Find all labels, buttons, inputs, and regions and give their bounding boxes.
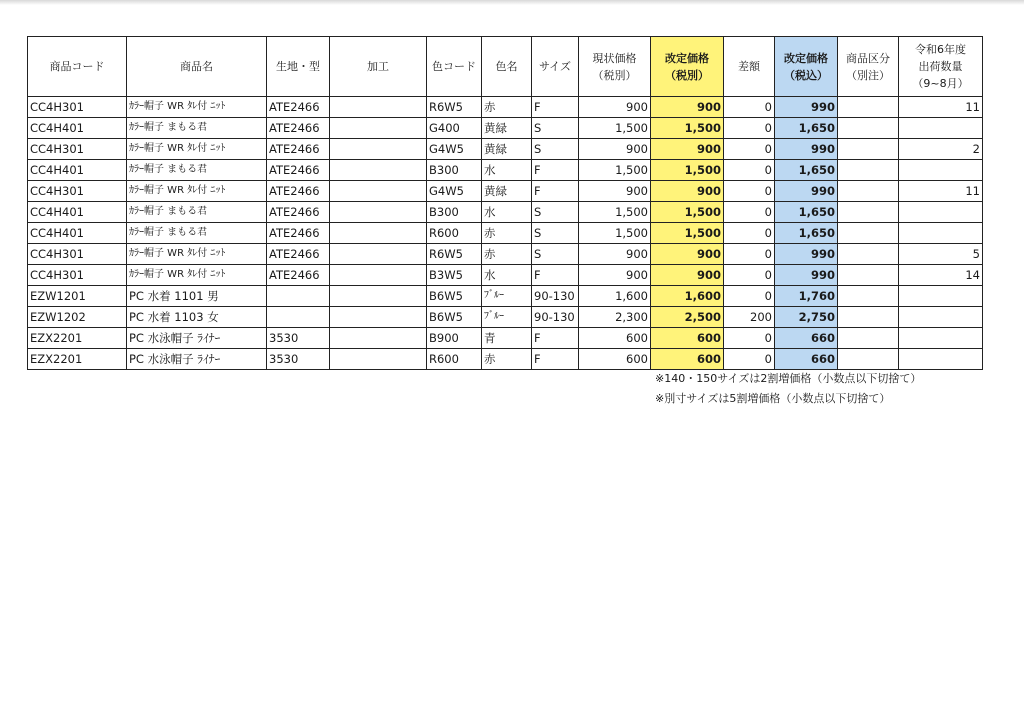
cell-category xyxy=(838,97,899,118)
table-row xyxy=(28,97,983,118)
cell-revised-in: 1,650 xyxy=(775,223,838,244)
cell-processing xyxy=(330,97,427,118)
cell-name: ｶﾗｰ帽子 WR ﾀﾚ付 ﾆｯﾄ xyxy=(127,181,267,202)
cell-color-code: B900 xyxy=(427,328,482,349)
header-shipments-line2: 出荷数量 xyxy=(918,60,963,73)
cell-current-price: 600 xyxy=(579,328,651,349)
cell-revised-ex: 1,500 xyxy=(651,202,724,223)
cell-color-name: 黄緑 xyxy=(482,139,532,160)
table-row xyxy=(28,202,983,223)
header-fabric: 生地・型 xyxy=(267,37,330,97)
cell-category xyxy=(838,160,899,181)
header-revised-in-line1: 改定価格 xyxy=(784,51,828,65)
cell-code: EZW1201 xyxy=(28,286,127,307)
cell-shipments xyxy=(899,118,983,139)
cell-category xyxy=(838,118,899,139)
cell-processing xyxy=(330,265,427,286)
cell-current-price: 1,500 xyxy=(579,160,651,181)
cell-revised-ex: 600 xyxy=(651,349,724,370)
cell-revised-in: 1,650 xyxy=(775,118,838,139)
cell-name: PC 水泳帽子 ﾗｲﾅｰ xyxy=(127,328,267,349)
cell-size: 90-130 xyxy=(532,286,579,307)
cell-shipments xyxy=(899,160,983,181)
cell-difference: 0 xyxy=(724,160,775,181)
cell-category xyxy=(838,265,899,286)
cell-fabric: ATE2466 xyxy=(267,118,330,139)
cell-name: ｶﾗｰ帽子 まもる君 xyxy=(127,118,267,139)
cell-difference: 0 xyxy=(724,118,775,139)
cell-difference: 200 xyxy=(724,307,775,328)
cell-shipments: 11 xyxy=(899,97,983,118)
header-processing: 加工 xyxy=(330,37,427,97)
cell-category xyxy=(838,244,899,265)
cell-name: PC 水着 1101 男 xyxy=(127,286,267,307)
cell-color-code: G400 xyxy=(427,118,482,139)
cell-difference: 0 xyxy=(724,286,775,307)
cell-shipments xyxy=(899,286,983,307)
cell-fabric: ATE2466 xyxy=(267,223,330,244)
cell-fabric: 3530 xyxy=(267,328,330,349)
cell-shipments: 2 xyxy=(899,139,983,160)
cell-difference: 0 xyxy=(724,223,775,244)
cell-size: F xyxy=(532,349,579,370)
cell-size: F xyxy=(532,97,579,118)
note-size-140-150: ※140・150サイズは2割増価格（小数点以下切捨て） xyxy=(655,372,922,385)
cell-fabric: ATE2466 xyxy=(267,97,330,118)
cell-processing xyxy=(330,328,427,349)
cell-fabric: ATE2466 xyxy=(267,139,330,160)
header-difference: 差額 xyxy=(724,37,775,97)
cell-revised-ex: 1,500 xyxy=(651,223,724,244)
cell-current-price: 1,500 xyxy=(579,202,651,223)
header-current-price xyxy=(579,37,651,97)
cell-revised-ex: 600 xyxy=(651,328,724,349)
cell-current-price: 1,500 xyxy=(579,118,651,139)
cell-processing xyxy=(330,286,427,307)
table-row xyxy=(28,223,983,244)
cell-color-code: G4W5 xyxy=(427,139,482,160)
cell-code: CC4H301 xyxy=(28,97,127,118)
header-shipments-line3: （9~8月） xyxy=(912,77,969,90)
cell-name: ｶﾗｰ帽子 WR ﾀﾚ付 ﾆｯﾄ xyxy=(127,265,267,286)
cell-processing xyxy=(330,349,427,370)
header-category-line2: （別注） xyxy=(846,68,890,82)
cell-shipments xyxy=(899,328,983,349)
cell-processing xyxy=(330,307,427,328)
cell-name: ｶﾗｰ帽子 WR ﾀﾚ付 ﾆｯﾄ xyxy=(127,97,267,118)
cell-color-code: B6W5 xyxy=(427,286,482,307)
cell-shipments: 5 xyxy=(899,244,983,265)
cell-color-name: 水 xyxy=(482,265,532,286)
cell-shipments xyxy=(899,349,983,370)
cell-shipments xyxy=(899,307,983,328)
cell-size: S xyxy=(532,139,579,160)
cell-difference: 0 xyxy=(724,97,775,118)
cell-name: ｶﾗｰ帽子 まもる君 xyxy=(127,202,267,223)
table-row xyxy=(28,349,983,370)
cell-color-name: 赤 xyxy=(482,223,532,244)
cell-color-name: 水 xyxy=(482,160,532,181)
price-sheet xyxy=(27,36,983,370)
cell-current-price: 2,300 xyxy=(579,307,651,328)
header-current-price-line2: （税別） xyxy=(592,68,637,82)
cell-name: ｶﾗｰ帽子 まもる君 xyxy=(127,223,267,244)
cell-code: CC4H401 xyxy=(28,160,127,181)
cell-revised-in: 2,750 xyxy=(775,307,838,328)
cell-current-price: 900 xyxy=(579,97,651,118)
cell-revised-ex: 1,500 xyxy=(651,118,724,139)
cell-revised-ex: 900 xyxy=(651,139,724,160)
cell-color-code: R6W5 xyxy=(427,244,482,265)
cell-color-code: B300 xyxy=(427,160,482,181)
table-row xyxy=(28,328,983,349)
cell-difference: 0 xyxy=(724,139,775,160)
cell-code: CC4H301 xyxy=(28,265,127,286)
header-current-price-line1: 現状価格 xyxy=(592,51,637,65)
cell-color-code: R6W5 xyxy=(427,97,482,118)
cell-revised-ex: 1,600 xyxy=(651,286,724,307)
cell-revised-in: 990 xyxy=(775,244,838,265)
cell-shipments: 14 xyxy=(899,265,983,286)
cell-shipments xyxy=(899,202,983,223)
cell-current-price: 900 xyxy=(579,265,651,286)
cell-revised-in: 1,650 xyxy=(775,160,838,181)
price-revision-table xyxy=(27,36,983,370)
cell-code: CC4H301 xyxy=(28,244,127,265)
cell-processing xyxy=(330,160,427,181)
cell-fabric: ATE2466 xyxy=(267,202,330,223)
header-shipments xyxy=(899,37,983,97)
cell-category xyxy=(838,328,899,349)
cell-category xyxy=(838,286,899,307)
cell-category xyxy=(838,181,899,202)
cell-fabric: ATE2466 xyxy=(267,160,330,181)
header-revised-ex-line1: 改定価格 xyxy=(665,51,709,65)
cell-difference: 0 xyxy=(724,328,775,349)
cell-size: 90-130 xyxy=(532,307,579,328)
cell-size: F xyxy=(532,328,579,349)
cell-difference: 0 xyxy=(724,181,775,202)
cell-processing xyxy=(330,244,427,265)
cell-color-name: 青 xyxy=(482,328,532,349)
cell-revised-in: 990 xyxy=(775,265,838,286)
cell-category xyxy=(838,307,899,328)
table-row xyxy=(28,160,983,181)
header-revised-price-ex-tax xyxy=(651,37,724,97)
header-category xyxy=(838,37,899,97)
header-color-code: 色コード xyxy=(427,37,482,97)
cell-color-code: R600 xyxy=(427,223,482,244)
cell-category xyxy=(838,223,899,244)
cell-fabric: ATE2466 xyxy=(267,244,330,265)
cell-color-code: B300 xyxy=(427,202,482,223)
cell-size: S xyxy=(532,202,579,223)
cell-revised-ex: 1,500 xyxy=(651,160,724,181)
cell-difference: 0 xyxy=(724,202,775,223)
cell-code: EZX2201 xyxy=(28,328,127,349)
cell-fabric xyxy=(267,286,330,307)
cell-fabric: 3530 xyxy=(267,349,330,370)
cell-color-name: ﾌﾞﾙｰ xyxy=(482,307,532,328)
cell-name: ｶﾗｰ帽子 WR ﾀﾚ付 ﾆｯﾄ xyxy=(127,139,267,160)
header-revised-ex-line2: （税別） xyxy=(665,68,709,82)
cell-color-name: 水 xyxy=(482,202,532,223)
cell-current-price: 900 xyxy=(579,181,651,202)
cell-size: F xyxy=(532,181,579,202)
cell-difference: 0 xyxy=(724,349,775,370)
header-size: サイズ xyxy=(532,37,579,97)
cell-processing xyxy=(330,202,427,223)
cell-code: CC4H401 xyxy=(28,202,127,223)
cell-shipments xyxy=(899,223,983,244)
cell-color-code: R600 xyxy=(427,349,482,370)
note-custom-size: ※別寸サイズは5割増価格（小数点以下切捨て） xyxy=(655,392,891,405)
cell-color-name: 黄緑 xyxy=(482,181,532,202)
cell-code: EZW1202 xyxy=(28,307,127,328)
cell-size: S xyxy=(532,118,579,139)
cell-current-price: 900 xyxy=(579,244,651,265)
cell-revised-ex: 900 xyxy=(651,265,724,286)
cell-size: F xyxy=(532,265,579,286)
cell-current-price: 600 xyxy=(579,349,651,370)
header-row xyxy=(28,37,983,97)
table-row xyxy=(28,118,983,139)
cell-revised-in: 660 xyxy=(775,349,838,370)
cell-size: F xyxy=(532,160,579,181)
table-row xyxy=(28,307,983,328)
cell-revised-ex: 900 xyxy=(651,181,724,202)
cell-processing xyxy=(330,223,427,244)
cell-revised-ex: 900 xyxy=(651,97,724,118)
footnotes xyxy=(655,369,921,409)
table-row xyxy=(28,139,983,160)
cell-code: CC4H301 xyxy=(28,181,127,202)
cell-revised-in: 990 xyxy=(775,139,838,160)
header-name: 商品名 xyxy=(127,37,267,97)
cell-revised-ex: 900 xyxy=(651,244,724,265)
cell-color-name: ﾌﾞﾙｰ xyxy=(482,286,532,307)
table-row xyxy=(28,244,983,265)
header-category-line1: 商品区分 xyxy=(846,51,890,65)
cell-color-name: 赤 xyxy=(482,349,532,370)
cell-name: ｶﾗｰ帽子 WR ﾀﾚ付 ﾆｯﾄ xyxy=(127,244,267,265)
cell-revised-in: 1,650 xyxy=(775,202,838,223)
header-code: 商品コード xyxy=(28,37,127,97)
cell-name: ｶﾗｰ帽子 まもる君 xyxy=(127,160,267,181)
cell-difference: 0 xyxy=(724,265,775,286)
cell-color-code: B6W5 xyxy=(427,307,482,328)
cell-code: CC4H401 xyxy=(28,223,127,244)
cell-color-name: 赤 xyxy=(482,97,532,118)
cell-category xyxy=(838,202,899,223)
cell-code: CC4H301 xyxy=(28,139,127,160)
cell-revised-ex: 2,500 xyxy=(651,307,724,328)
cell-color-code: B3W5 xyxy=(427,265,482,286)
cell-fabric: ATE2466 xyxy=(267,181,330,202)
cell-current-price: 1,500 xyxy=(579,223,651,244)
cell-current-price: 1,600 xyxy=(579,286,651,307)
cell-code: CC4H401 xyxy=(28,118,127,139)
cell-current-price: 900 xyxy=(579,139,651,160)
cell-category xyxy=(838,139,899,160)
cell-shipments: 11 xyxy=(899,181,983,202)
cell-processing xyxy=(330,181,427,202)
cell-name: PC 水着 1103 女 xyxy=(127,307,267,328)
cell-color-name: 赤 xyxy=(482,244,532,265)
cell-size: S xyxy=(532,223,579,244)
header-shipments-line1: 令和6年度 xyxy=(915,43,966,56)
cell-processing xyxy=(330,118,427,139)
cell-revised-in: 990 xyxy=(775,97,838,118)
cell-processing xyxy=(330,139,427,160)
cell-fabric: ATE2466 xyxy=(267,265,330,286)
cell-fabric xyxy=(267,307,330,328)
header-revised-in-line2: （税込） xyxy=(784,68,828,82)
table-row xyxy=(28,265,983,286)
cell-revised-in: 990 xyxy=(775,181,838,202)
cell-category xyxy=(838,349,899,370)
header-revised-price-in-tax xyxy=(775,37,838,97)
page-top-edge xyxy=(0,0,1024,5)
cell-color-name: 黄緑 xyxy=(482,118,532,139)
cell-size: S xyxy=(532,244,579,265)
cell-color-code: G4W5 xyxy=(427,181,482,202)
cell-name: PC 水泳帽子 ﾗｲﾅｰ xyxy=(127,349,267,370)
table-row xyxy=(28,181,983,202)
cell-revised-in: 1,760 xyxy=(775,286,838,307)
cell-revised-in: 660 xyxy=(775,328,838,349)
header-color-name: 色名 xyxy=(482,37,532,97)
table-body xyxy=(28,97,983,370)
table-row xyxy=(28,286,983,307)
cell-code: EZX2201 xyxy=(28,349,127,370)
cell-difference: 0 xyxy=(724,244,775,265)
